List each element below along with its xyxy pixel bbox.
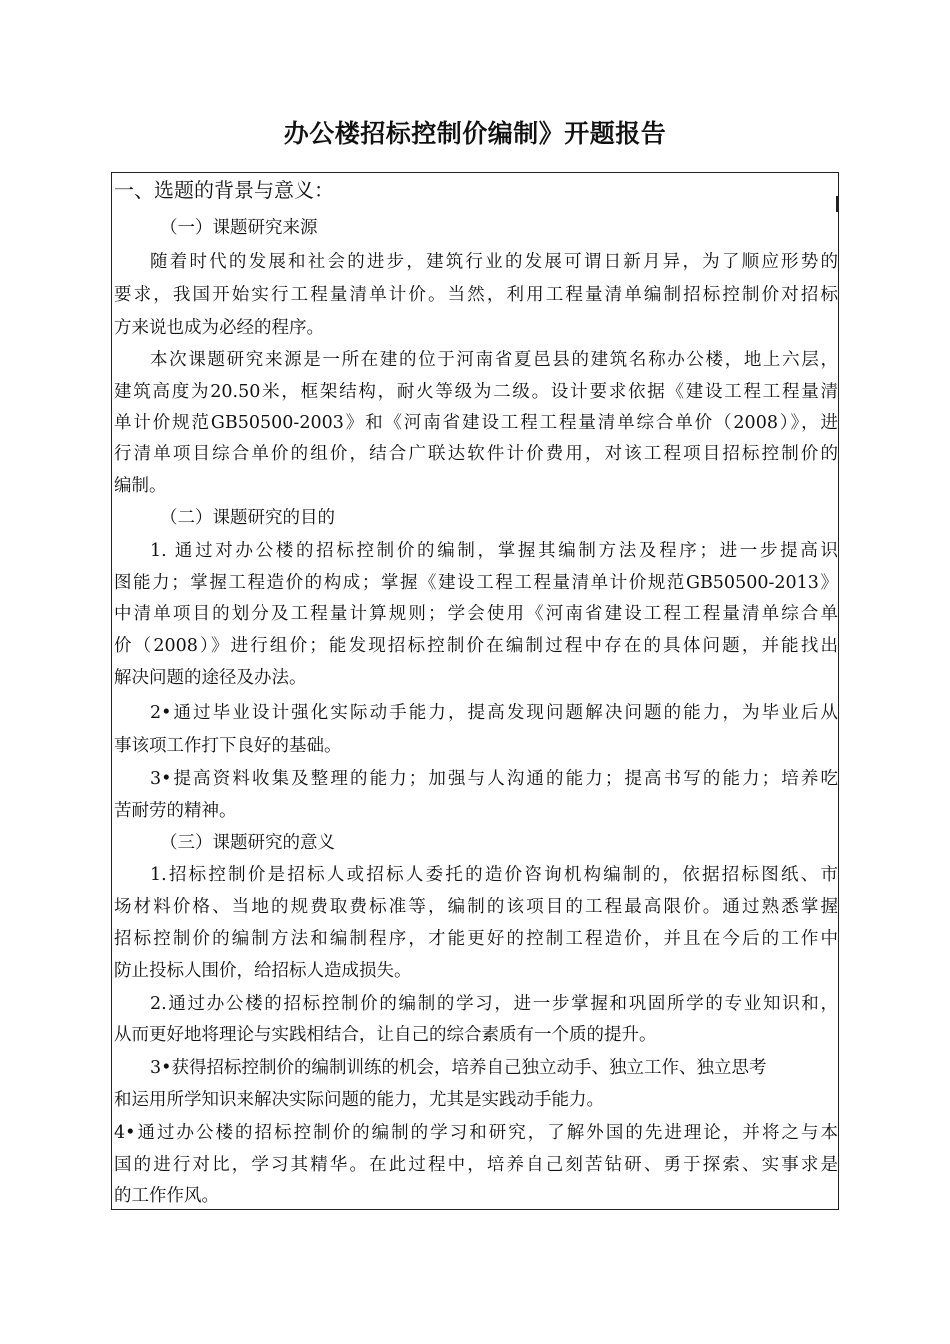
paragraph-line: 招标控制价的编制方法和编制程序，才能更好的控制工程造价，并且在今后的工作中 (114, 929, 838, 949)
paragraph-line: 图能力；掌握工程造价的构成；掌握《建设工程工程量清单计价规范GB50500-2013》 (114, 573, 838, 593)
paragraph-line: 解决问题的途径及办法。 (114, 668, 307, 688)
paragraph-line: 4•通过办公楼的招标控制价的编制的学习和研究，了解外国的先进理论，并将之与本 (114, 1123, 838, 1143)
subheading-source: （一）课题研究来源 (160, 218, 318, 238)
paragraph-line: 价（2008）》进行组价；能发现招标控制价在编制过程中存在的具体问题，并能找出 (114, 636, 838, 656)
paragraph-line: 建筑高度为20.50米，框架结构，耐火等级为二级。设计要求依据《建设工程工程量清 (114, 382, 838, 402)
paragraph-line: 事该项工作打下良好的基础。 (114, 736, 342, 756)
subheading-purpose: （二）课题研究的目的 (160, 508, 335, 528)
paragraph-line: 从而更好地将理论与实践相结合，让自己的综合素质有一个质的提升。 (114, 1025, 657, 1045)
paragraph-line: 单计价规范GB50500-2003》和《河南省建设工程工程量清单综合单价（2008）》，进 (114, 413, 838, 433)
paragraph-line: 3•提高资料收集及整理的能力；加强与人沟通的能力；提高书写的能力；培养吃 (150, 769, 838, 789)
subheading-significance: （三）课题研究的意义 (160, 833, 335, 853)
paragraph-line: 2.通过办公楼的招标控制价的编制的学习，进一步掌握和巩固所学的专业知识和， (150, 994, 838, 1014)
paragraph-line: 的工作作风。 (114, 1186, 219, 1206)
section-heading: 一、选题的背景与意义： (114, 178, 334, 202)
paragraph-line: 防止投标人围价，给招标人造成损失。 (114, 961, 412, 981)
paragraph-line: 本次课题研究来源是一所在建的位于河南省夏邑县的建筑名称办公楼，地上六层， (150, 350, 838, 370)
paragraph-line: 1. 通过对办公楼的招标控制价的编制，掌握其编制方法及程序；进一步提高识 (150, 541, 838, 561)
paragraph-line: 要求，我国开始实行工程量清单计价。当然，利用工程量清单编制招标控制价对招标 (114, 285, 838, 305)
paragraph-line: 3•获得招标控制价的编制训练的机会，培养自己独立动手、独立工作、独立思考 (150, 1058, 767, 1078)
paragraph-line: 苦耐劳的精神。 (114, 801, 237, 821)
paragraph-line: 国的进行对比，学习其精华。在此过程中，培养自己刻苦钻研、勇于探索、实事求是 (114, 1155, 838, 1175)
cell-edge-mark (836, 196, 838, 212)
paragraph-line: 2•通过毕业设计强化实际动手能力，提高发现问题解决问题的能力，为毕业后从 (150, 703, 838, 723)
paragraph-line: 中清单项目的划分及工程量计算规则；学会使用《河南省建设工程工程量清单综合单 (114, 604, 838, 624)
paragraph-line: 1.招标控制价是招标人或招标人委托的造价咨询机构编制的，依据招标图纸、市 (150, 865, 838, 885)
paragraph-line: 场材料价格、当地的规费取费标准等，编制的该项目的工程最高限价。通过熟悉掌握 (114, 897, 838, 917)
paragraph-line: 方来说也成为必经的程序。 (114, 318, 324, 338)
paragraph-line: 行清单项目综合单价的组价，结合广联达软件计价费用，对该工程项目招标控制价的 (114, 444, 838, 464)
paragraph-line: 随着时代的发展和社会的进步，建筑行业的发展可谓日新月异，为了顺应形势的 (150, 252, 838, 272)
paragraph-line: 和运用所学知识来解决实际问题的能力，尤其是实践动手能力。 (114, 1090, 604, 1110)
paragraph-line: 编制。 (114, 476, 167, 496)
page-title: 办公楼招标控制价编制》开题报告 (283, 119, 667, 148)
